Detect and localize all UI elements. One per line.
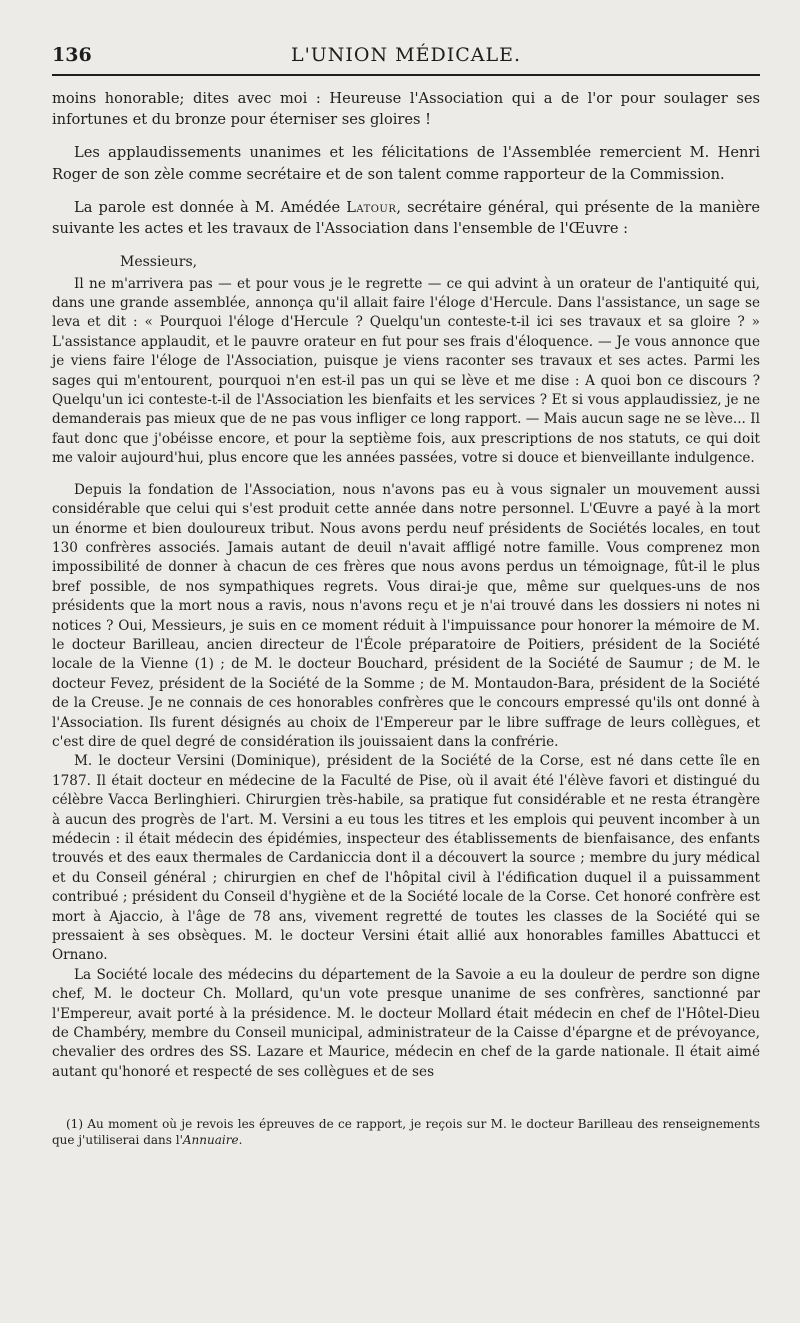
salutation: Messieurs, (120, 254, 198, 271)
footnote-separator (52, 1106, 760, 1116)
footnote-italic: Annuaire (182, 1133, 239, 1148)
page-number: 136 (52, 44, 92, 66)
continued-paragraph: moins honorable; dites avec moi : Heureuse l'Association qui a de l'or pour soulager ses infortunes et du bronze pour éterniser ses gloires ! (52, 90, 760, 129)
speech-paragraph-deaths: Depuis la fondation de l'Association, nous n'avons pas eu à vous signaler un mouvement aussi considérable que celui qui s'est produit cette année dans notre personnel. L'Œuvre a payé à la mort un énorme et bien douloureux tribut. Nous avons perdu neuf présidents de Sociétés locales, en tout 130 confrères associés. Jamais autant de deuil n'avait affligé notre famille. Vous comprenez mon impossibilité de donner à chacun de ces frères que nous avons perdus un témoignage, fût-il le plus bref possible, de nos sympathiques regrets. Vous dirai-je que, même sur quelques-uns de nos présidents que la mort nous a ravis, nous n'avons reçu et je n'ai trouvé dans les dossiers ni notes ni notices ? Oui, Messieurs, je suis en ce moment réduit à l'impuissance pour honorer la mémoire de M. le docteur Barilleau, ancien directeur de l'École préparatoire de Poitiers, président de la Société locale de la Vienne (1) ; de M. le docteur Bouchard, président de la Société de Saumur ; de M. le docteur Fevez, président de la Société de la Somme ; de M. Montaudon-Bara, président de la Société de la Creuse. Je ne connais de ces honorables confrères que le concours empressé qu'ils ont donné à l'Association. Ils furent désignés au choix de l'Empereur par le libre suffrage de leurs collègues, et c'est dire de quel degré de considération ils jouissaient dans la confrérie. (52, 481, 760, 750)
announcement-text-after: , secrétaire général, qui présente de la manière suivante les actes et les travaux de l'Association dans l'ensemble de l'Œuvre : (52, 198, 760, 238)
speech-paragraph-hercule: Il ne m'arrivera pas — et pour vous je le regrette — ce qui advint à un orateur de l'antiquité qui, dans une grande assemblée, annonça qu'il allait faire l'éloge d'Hercule. Dans l'assistance, un sage se leva et dit : « Pourquoi l'éloge d'Hercule ? Quelqu'un conteste-t-il ici ses travaux et sa gloire ? » L'assistance applaudit, et le pauvre orateur en fut pour ses frais d'éloquence. — Je vous annonce que je viens faire l'éloge de l'Association, puisque je viens raconter ses travaux et ses actes. Parmi les sages qui m'entourent, pourquoi n'en est-il pas un qui se lève et me dise : A quoi bon ce discours ? Quelqu'un ici conteste-t-il de l'Association les bienfaits et les services ? Et si vous applaudissiez, je ne demanderais pas mieux que de ne pas vous infliger ce long rapport. — Mais aucun sage ne se lève... Il faut donc que j'obéisse encore, et pour la septième fois, aux prescriptions de nos statuts, ce qui doit me valoir aujourd'hui, plus encore que les années passées, votre si douce et bienveillante indulgence. (52, 275, 760, 467)
page-header (52, 34, 760, 74)
speech-paragraph-versini: M. le docteur Versini (Dominique), président de la Société de la Corse, est né dans cette île en 1787. Il était docteur en médecine de la Faculté de Pise, où il avait été l'élève favori et distingué du célèbre Vacca Berlinghieri. Chirurgien très-habile, sa pratique fut considérable et ne resta étrangère à aucun des progrès de l'art. M. Versini a eu tous les titres et les emplois qui peuvent incomber à un médecin : il était médecin des épidémies, inspecteur des établissements de bienfaisance, des enfants trouvés et des eaux thermales de Cardaniccia dont il a découvert la source ; membre du jury médical et du Conseil général ; chirurgien en chef de l'hôpital civil à l'édification duquel il a puissamment contribué ; président du Conseil d'hygiène et de la Société locale de la Corse. Cet honoré confrère est mort à Ajaccio, à l'âge de 78 ans, vivement regretté de toutes les classes de la Société qui se pressaient à ses obsèques. M. le docteur Versini était allié aux honorables familles Abattucci et Ornano. (52, 753, 760, 964)
announcement-text-before: La parole est donnée à M. Amédée (74, 198, 347, 216)
speech-paragraph-mollard: La Société locale des médecins du département de la Savoie a eu la douleur de perdre son digne chef, M. le docteur Ch. Mollard, qu'un vote presque unanime de ses confrères, sanctionné par l'Empereur, avait porté à la présidence. M. le docteur Mollard était médecin en chef de l'Hôtel-Dieu de Chambéry, membre du Conseil municipal, administrateur de la Caisse d'épargne et de prévoyance, chevalier des ordres des SS. Lazare et Maurice, médecin en chef de la garde nationale. Il était aimé autant qu'honoré et respecté de ses collègues et de ses (52, 966, 760, 1080)
running-title: L'UNION MÉDICALE. (290, 44, 522, 66)
footnote (52, 1116, 760, 1148)
footnote-text: (1) Au moment où je revois les épreuves de ce rapport, je reçois sur M. le docteur Barilleau des renseignements que j'utiliserai dans l' (52, 1117, 760, 1148)
announcement-paragraph (52, 197, 760, 239)
header-rule (52, 74, 760, 76)
applause-paragraph: Les applaudissements unanimes et les félicitations de l'Assemblée remercient M. Henri Roger de son zèle comme secrétaire et de son talent comme rapporteur de la Commission. (52, 144, 760, 183)
speaker-surname: Latour (346, 198, 397, 216)
footnote-end: . (238, 1133, 243, 1148)
